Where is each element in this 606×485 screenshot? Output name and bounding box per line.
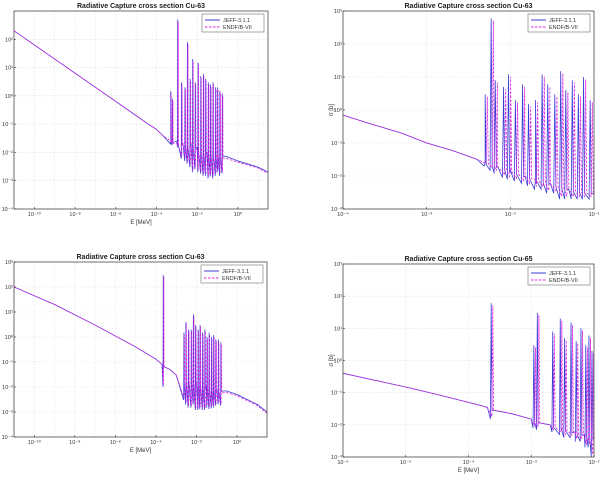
x-tick-label: 10⁻¹⁰ xyxy=(27,212,41,218)
series-line-endf xyxy=(14,22,268,177)
y-tick-label: 10⁻³ xyxy=(331,455,342,461)
x-tick-label: 10⁻⁸ xyxy=(69,212,81,218)
y-tick-label: 10⁰ xyxy=(333,108,342,114)
legend xyxy=(201,265,263,283)
chart-title: Radiative Capture cross section Cu-65 xyxy=(404,256,533,263)
y-axis-label: σ [b] xyxy=(329,103,335,117)
y-tick-label: 10⁻¹ xyxy=(331,141,342,147)
x-tick-label: 10⁻⁴ xyxy=(150,212,163,218)
legend xyxy=(528,14,590,32)
chart-title: Radiative Capture cross section Cu-63 xyxy=(77,3,205,10)
chart-4 xyxy=(329,256,600,474)
y-tick-label: 10⁻² xyxy=(331,174,342,180)
y-tick-label: 10¹ xyxy=(334,75,342,81)
y-tick-label: 10⁻² xyxy=(2,385,13,391)
x-axis-label: E [MeV] xyxy=(129,448,152,454)
chart-3 xyxy=(2,254,267,454)
y-tick-label: 10² xyxy=(334,294,342,301)
series-line-jeff xyxy=(343,18,594,199)
series-line-jeff xyxy=(14,20,268,179)
y-tick-label: 10² xyxy=(334,42,342,48)
x-tick-label: 10⁰ xyxy=(233,212,243,218)
y-tick-label: 10⁻² xyxy=(2,150,13,157)
x-tick-label: 10⁻² xyxy=(191,440,202,446)
x-axis-label: E [MeV] xyxy=(130,220,152,226)
x-tick-label: 10⁻² xyxy=(504,212,516,218)
legend-entry: ENDF/B-VII xyxy=(549,25,578,31)
series-line-jeff xyxy=(14,275,267,412)
y-tick-label: 10⁻³ xyxy=(2,410,13,416)
x-tick-label: 10⁻² xyxy=(191,212,203,218)
y-tick-label: 10⁻⁴ xyxy=(1,435,13,441)
y-tick-label: 10¹ xyxy=(5,65,13,72)
legend xyxy=(202,14,264,32)
series-line-endf xyxy=(343,21,594,197)
chart-1 xyxy=(2,3,268,226)
series-line-endf xyxy=(14,277,267,413)
legend-entry: JEFF-3.1.1 xyxy=(222,269,250,275)
x-tick-label: 10⁻⁵ xyxy=(400,460,412,466)
x-tick-label: 10⁻⁶ xyxy=(109,440,122,446)
y-tick-label: 10⁰ xyxy=(333,358,342,365)
legend xyxy=(528,267,590,285)
x-tick-label: 10⁻⁴ xyxy=(150,440,162,446)
y-tick-label: 10⁻¹ xyxy=(2,360,13,366)
plot-frame xyxy=(14,11,268,209)
y-tick-label: 10⁻² xyxy=(331,422,342,429)
legend-entry: ENDF/B-VII xyxy=(549,278,578,284)
x-axis-label: E [MeV] xyxy=(457,468,480,474)
y-tick-label: 10³ xyxy=(5,260,13,266)
x-tick-label: 10⁻¹ xyxy=(588,212,600,218)
chart-title: Radiative Capture cross section Cu-63 xyxy=(404,3,533,10)
y-tick-label: 10¹ xyxy=(334,326,342,333)
legend-entry: JEFF-3.1.1 xyxy=(549,18,577,24)
x-tick-label: 10⁻⁸ xyxy=(69,440,81,446)
x-tick-label: 10⁻² xyxy=(588,460,600,466)
chart-title: Radiative Capture cross section Cu-63 xyxy=(76,254,205,261)
legend-entry: ENDF/B-VII xyxy=(222,276,251,282)
x-tick-label: 10⁻⁴ xyxy=(337,212,349,218)
grid-lines xyxy=(14,11,268,209)
x-tick-label: 10⁻⁶ xyxy=(337,460,349,466)
y-tick-label: 10³ xyxy=(334,9,342,15)
y-tick-label: 10² xyxy=(5,37,13,44)
y-tick-label: 10⁻¹ xyxy=(2,122,13,129)
y-tick-label: 10⁻³ xyxy=(2,178,13,185)
x-tick-label: 10⁰ xyxy=(232,440,242,446)
x-tick-label: 10⁻³ xyxy=(525,460,537,466)
x-tick-label: 10⁻⁶ xyxy=(110,212,122,218)
legend-entry: ENDF/B-VII xyxy=(223,25,252,31)
y-tick-label: 10⁰ xyxy=(4,335,13,341)
series-line-jeff xyxy=(343,303,594,457)
chart-2 xyxy=(329,3,600,218)
y-tick-label: 10¹ xyxy=(5,310,13,316)
y-tick-label: 10² xyxy=(5,285,13,291)
y-axis-label: σ [b] xyxy=(329,354,335,367)
x-tick-label: 10⁻⁴ xyxy=(462,460,475,466)
legend-entry: JEFF-3.1.1 xyxy=(223,18,251,24)
y-tick-label: 10³ xyxy=(334,262,342,268)
y-tick-label: 10⁻⁴ xyxy=(1,207,13,213)
x-tick-label: 10⁻¹⁰ xyxy=(27,440,41,446)
y-tick-label: 10⁻¹ xyxy=(331,390,342,397)
legend-entry: JEFF-3.1.1 xyxy=(549,271,577,277)
y-tick-label: 10⁻³ xyxy=(331,207,342,213)
x-tick-label: 10⁻³ xyxy=(421,212,433,218)
y-tick-label: 10⁰ xyxy=(4,93,13,100)
